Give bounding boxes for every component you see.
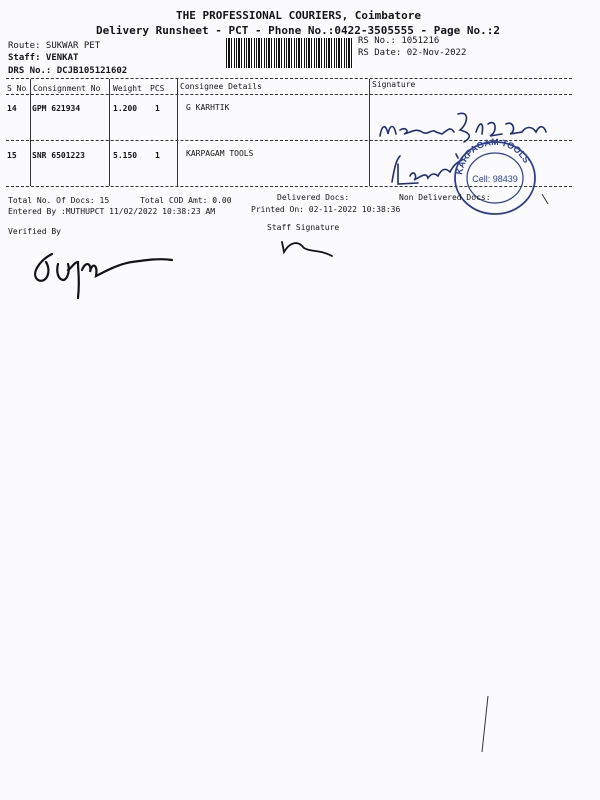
row-15-pcs: 1 (155, 151, 160, 160)
delivered-docs: Delivered Docs: (277, 193, 350, 202)
row-15-weight: 5.150 (113, 151, 138, 160)
row-15-consignment: SNR 6501223 (32, 151, 85, 160)
row-15-sno: 15 (7, 151, 17, 160)
col-divider (109, 79, 110, 186)
row-14-consignee: G KARHTIK (186, 103, 230, 112)
company-stamp (452, 136, 538, 216)
col-header-signature: Signature (372, 80, 416, 89)
col-header-weight: Weight (113, 84, 142, 93)
rule-header-bottom (6, 94, 572, 95)
verified-by-label: Verified By (8, 227, 61, 236)
runsheet-title: Delivery Runsheet - PCT - Phone No.:0422-3505555 - Page No.:2 (96, 24, 500, 37)
col-divider (30, 79, 31, 186)
total-docs: Total No. Of Docs: 15 (8, 196, 110, 205)
printed-on: Printed On: 02-11-2022 10:38:36 (251, 205, 401, 214)
total-cod-amount: Total COD Amt: 0.00 (140, 196, 232, 205)
route-label: Route: SUKWAR PET (8, 41, 101, 51)
stamp-center-text: Cell: 98439 (472, 174, 518, 184)
non-delivered-docs: Non Delivered Docs: (399, 193, 491, 202)
verified-by-signature (28, 250, 178, 302)
col-divider (369, 79, 370, 186)
col-header-pcs: PCS (150, 84, 165, 93)
col-header-sno: S No (7, 84, 27, 93)
row-14-pcs: 1 (155, 104, 160, 113)
rs-number: RS No.: 1051216 (358, 36, 440, 46)
col-header-consignee: Consignee Details (180, 82, 262, 91)
rs-date: RS Date: 02-Nov-2022 (358, 48, 467, 58)
row-15-consignee: KARPAGAM TOOLS (186, 149, 254, 158)
row-14-sno: 14 (7, 104, 17, 113)
barcode (226, 38, 354, 68)
staff-signature-label: Staff Signature (267, 223, 340, 232)
drs-number: DRS No.: DCJB105121602 (8, 66, 128, 76)
staff-label: Staff: VENKAT (8, 53, 79, 63)
stray-tick-mark (540, 192, 550, 208)
stray-pen-mark (480, 694, 492, 754)
row-14-weight: 1.200 (113, 104, 138, 113)
svg-text:KARPAGAM TOOLS (454, 137, 532, 175)
entered-by: Entered By :MUTHUPCT 11/02/2022 10:38:23 AM (8, 207, 216, 216)
company-name: THE PROFESSIONAL COURIERS, Coimbatore (176, 9, 422, 22)
stamp-name-text: KARPAGAM TOOLS (454, 136, 532, 176)
row-14-consignment: GPM 621934 (32, 104, 81, 113)
col-divider (177, 79, 178, 186)
col-header-consignment: Consignment No (33, 84, 101, 93)
staff-signature-scribble (280, 238, 336, 260)
rule-top (6, 78, 572, 79)
